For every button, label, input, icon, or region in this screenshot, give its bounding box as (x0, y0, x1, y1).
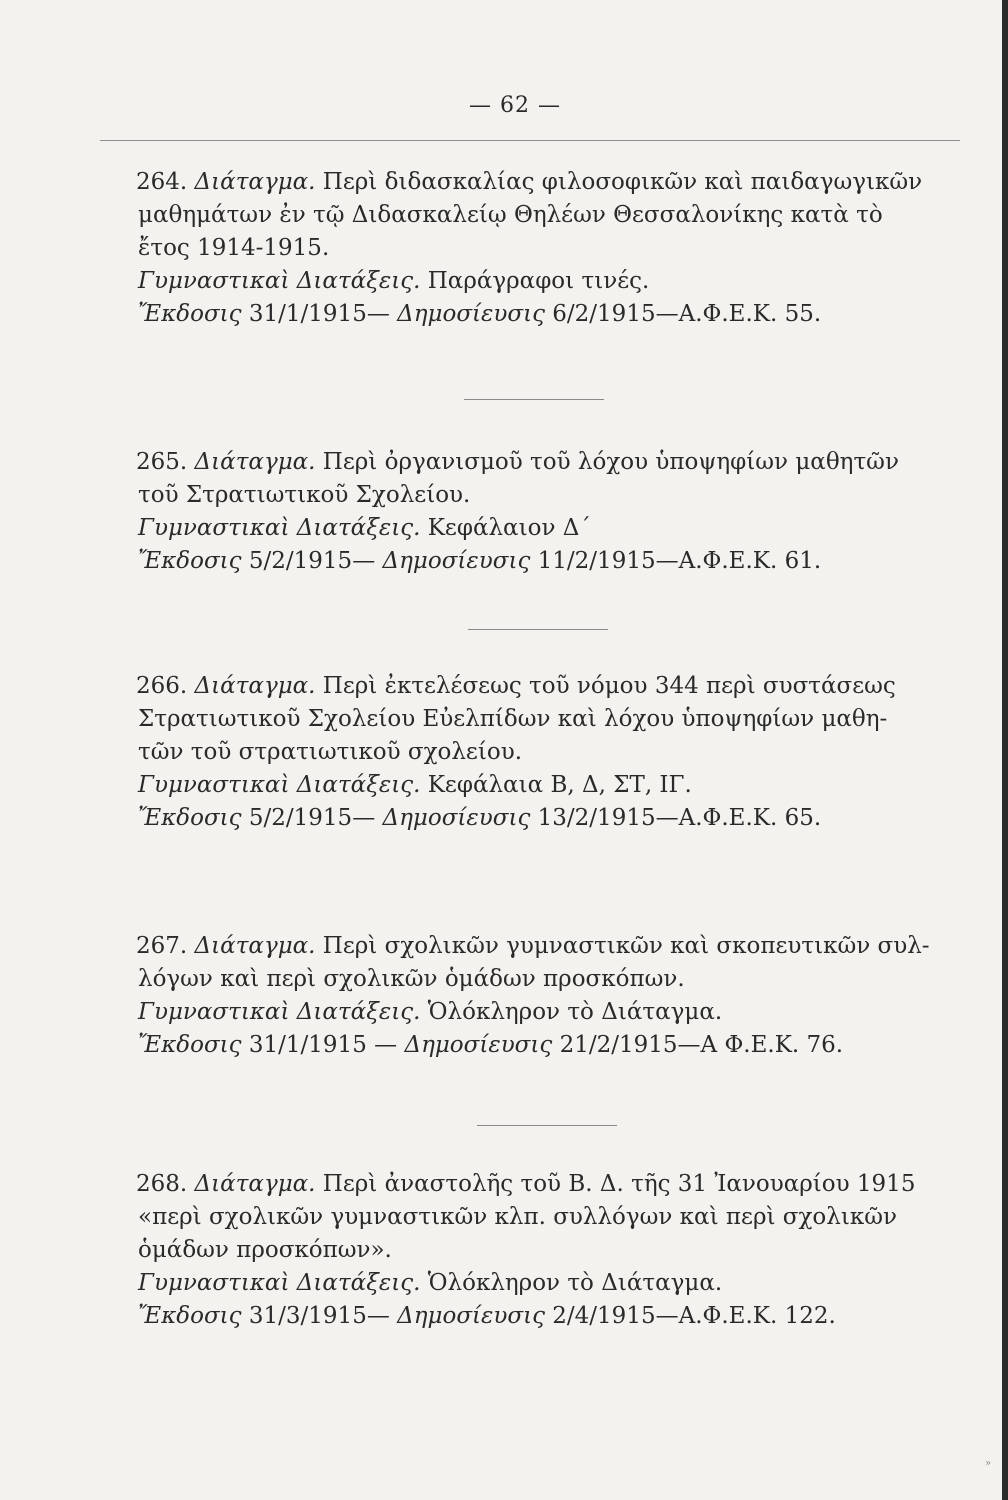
entry-265 (138, 446, 968, 578)
publication-label: Δημοσίευσις (382, 805, 531, 831)
entry-subject: Περὶ διδασκαλίας φιλοσοφικῶν καὶ παιδαγωγικῶν (322, 169, 923, 195)
publication-detail: 6/2/1915—Α.Φ.Ε.Κ. 55. (552, 301, 822, 327)
publication-line (138, 298, 968, 331)
publication-label: Δημοσίευσις (404, 1032, 553, 1058)
entry-line: τῶν τοῦ στρατιωτικοῦ σχολείου. (138, 739, 523, 765)
gymnastics-label: Γυμναστικαὶ Διατάξεις. (138, 515, 421, 541)
gymnastics-line (138, 265, 968, 298)
scan-mark: » (985, 1458, 992, 1469)
publication-detail: 21/2/1915—Α Φ.Ε.Κ. 76. (559, 1032, 844, 1058)
entry-number: 266. (136, 673, 188, 699)
issue-label: Ἔκδοσις (138, 301, 242, 327)
publication-label: Δημοσίευσις (382, 548, 531, 574)
entry-title: Διάταγμα. (194, 933, 316, 959)
gymnastics-label: Γυμναστικαὶ Διατάξεις. (138, 268, 421, 294)
entry-line: τοῦ Στρατιωτικοῦ Σχολείου. (138, 482, 471, 508)
entry-268 (138, 1168, 968, 1333)
gymnastics-line (138, 996, 968, 1029)
entry-line: Στρατιωτικοῦ Σχολείου Εὐελπίδων καὶ λόχου ὑποψηφίων μαθη- (138, 706, 888, 732)
entry-first-line (138, 166, 968, 199)
gymnastics-detail: Κεφάλαια Β, Δ, ΣΤ, ΙΓ. (427, 772, 692, 798)
entry-title: Διάταγμα. (194, 169, 316, 195)
header-rule (100, 140, 960, 141)
gymnastics-detail: Παράγραφοι τινές. (427, 268, 650, 294)
gymnastics-detail: Κεφάλαιον Δ΄ (427, 515, 591, 541)
entry-line: «περὶ σχολικῶν γυμναστικῶν κλπ. συλλόγων καὶ περὶ σχολικῶν (138, 1204, 897, 1230)
entry-number: 267. (136, 933, 188, 959)
entry-separator (464, 399, 604, 400)
issue-label: Ἔκδοσις (138, 805, 242, 831)
entry-subject: Περὶ ἀναστολῆς τοῦ Β. Δ. τῆς 31 Ἰανουαρίου 1915 (322, 1171, 916, 1197)
entry-title: Διάταγμα. (194, 673, 316, 699)
entry-first-line (138, 1168, 968, 1201)
issue-date: 5/2/1915— (248, 548, 376, 574)
entry-first-line (138, 446, 968, 479)
gymnastics-detail: Ὁλόκληρον τὸ Διάταγμα. (427, 999, 723, 1025)
issue-label: Ἔκδοσις (138, 1303, 242, 1329)
entry-separator (468, 629, 608, 630)
publication-line (138, 545, 968, 578)
gymnastics-label: Γυμναστικαὶ Διατάξεις. (138, 999, 421, 1025)
publication-detail: 13/2/1915—Α.Φ.Ε.Κ. 65. (537, 805, 822, 831)
entry-number: 265. (136, 449, 188, 475)
gymnastics-line (138, 512, 968, 545)
gymnastics-label: Γυμναστικαὶ Διατάξεις. (138, 1270, 421, 1296)
entry-subject: Περὶ σχολικῶν γυμναστικῶν καὶ σκοπευτικῶν συλ- (322, 933, 930, 959)
issue-date: 31/1/1915— (248, 301, 390, 327)
publication-line (138, 1029, 968, 1062)
entry-line: λόγων καὶ περὶ σχολικῶν ὁμάδων προσκόπων. (138, 966, 685, 992)
entry-subject: Περὶ ὀργανισμοῦ τοῦ λόχου ὑποψηφίων μαθητῶν (322, 449, 899, 475)
publication-line (138, 802, 968, 835)
gymnastics-detail: Ὁλόκληρον τὸ Διάταγμα. (427, 1270, 723, 1296)
entry-line: ἔτος 1914-1915. (138, 235, 330, 261)
issue-label: Ἔκδοσις (138, 1032, 242, 1058)
entry-line: ὁμάδων προσκόπων». (138, 1237, 392, 1263)
publication-label: Δημοσίευσις (397, 301, 545, 327)
gymnastics-line (138, 769, 968, 802)
publication-detail: 2/4/1915—Α.Φ.Ε.Κ. 122. (552, 1303, 836, 1329)
entry-first-line (138, 930, 968, 963)
entry-number: 268. (136, 1171, 188, 1197)
publication-detail: 11/2/1915—Α.Φ.Ε.Κ. 61. (537, 548, 822, 574)
entry-number: 264. (136, 169, 188, 195)
page-edge (1002, 0, 1008, 1500)
gymnastics-line (138, 1267, 968, 1300)
issue-label: Ἔκδοσις (138, 548, 242, 574)
entry-separator (477, 1125, 617, 1126)
entry-266 (138, 670, 968, 835)
entry-subject: Περὶ ἐκτελέσεως τοῦ νόμου 344 περὶ συστάσεως (322, 673, 896, 699)
issue-date: 31/1/1915 — (248, 1032, 398, 1058)
publication-line (138, 1300, 968, 1333)
entry-line: μαθημάτων ἐν τῷ Διδασκαλείῳ Θηλέων Θεσσαλονίκης κατὰ τὸ (138, 202, 883, 228)
page-number: — 62 — (469, 93, 561, 118)
gymnastics-label: Γυμναστικαὶ Διατάξεις. (138, 772, 421, 798)
entry-267 (138, 930, 968, 1062)
issue-date: 31/3/1915— (248, 1303, 390, 1329)
entry-first-line (138, 670, 968, 703)
entry-264 (138, 166, 968, 331)
entry-title: Διάταγμα. (194, 1171, 316, 1197)
publication-label: Δημοσίευσις (397, 1303, 545, 1329)
entry-title: Διάταγμα. (194, 449, 316, 475)
issue-date: 5/2/1915— (248, 805, 376, 831)
